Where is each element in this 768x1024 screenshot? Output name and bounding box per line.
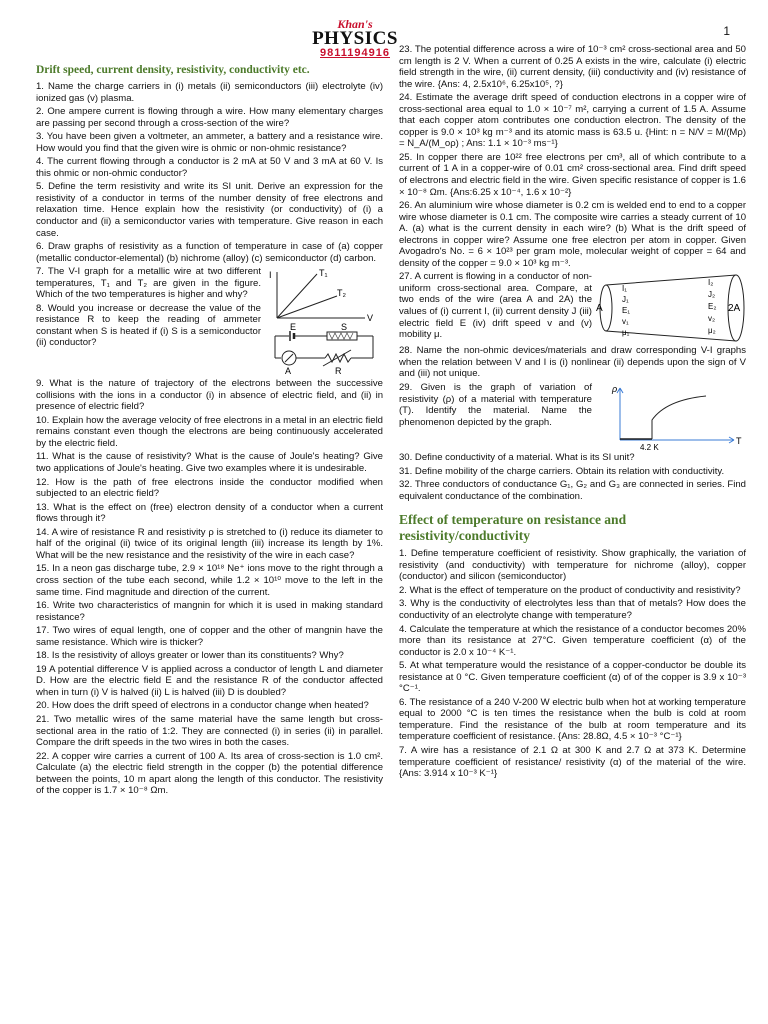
question-28: 28. Name the non-ohmic devices/materials and draw corresponding V-I graphs when the relation between V and I is (i) nonlinear (ii) depends upon the sign of V and (iii) not unique.	[399, 345, 746, 380]
question: 6. The resistance of a 240 V-200 W electric bulb when hot at working temperature equal to 2000 °C is ten times the resistance when the bulb is cold at room temperature. Find the resistance of the bulb at room temperature and its temperature coefficient of resistance. {Ans: 28.8Ω, 4.5 × 10⁻³ °C⁻¹}	[399, 696, 746, 743]
label-v2: v₂	[708, 314, 716, 324]
brand-header	[300, 18, 410, 59]
question: 15. In a neon gas discharge tube, 2.9 × 10¹⁸ Ne⁺ ions move to the right through a cross section of the tube each second, while 1.2 × 10¹⁰ move to the left in the same time. Find magnitude and direction of the current.	[36, 563, 383, 598]
resistivity-temperature-graph	[596, 382, 746, 452]
question: 11. What is the cause of resistivity? What is the cause of Joule's heating? Give two applications of Joule's heating. Give two examples where it is undesirable.	[36, 451, 383, 475]
battery-label: E	[290, 322, 297, 333]
label-mu2: μ₂	[708, 326, 716, 336]
question: 25. In copper there are 10²² free electrons per cm³, all of which contribute to a current of 1 A in a copper-wire of 0.01 cm² cross-sectional area. Find drift speed of electrons and electric field in the wire. Given specific resistance of copper is 1.6 × 10⁻⁸ Ωm. {Ans:6.25 x 10⁻⁴, 1.6 x 10⁻²}	[399, 151, 746, 198]
question: 32. Three conductors of conductance G₁, G₂ and G₃ are connected in series. Find equivalent conductance of the combination.	[399, 479, 746, 502]
q7-q8-block	[36, 266, 383, 378]
label-j1: J₁	[622, 295, 629, 305]
question: 24. Estimate the average drift speed of conduction electrons in a copper wire of cross-sectional area equal to 1.0 × 10⁻⁷ m², carrying a current of 1.5 A. Assume that each copper atom contributes one conduction electron. The density of the copper is 9.0 × 10³ kg m⁻³ and its atomic mass is 63.5 u. {Hint: n = N/V = M/(Mρ) = N_A/(M_oρ) ; Ans: 1.1 × 10⁻³ ms⁻¹}	[399, 92, 746, 150]
left-column	[36, 62, 383, 799]
right-column	[399, 44, 746, 782]
question: 10. Explain how the average velocity of free electrons in a metal in an electric field remains constant even though the electrons are being continuously accelerated by the electric field.	[36, 414, 383, 449]
question-8: 8. Would you increase or decrease the value of the resistance R to keep the reading of ammeter constant when S is heated if (i) S is a semiconductor (ii) conductor?	[36, 302, 261, 349]
question: 1. Define temperature coefficient of resistivity. Show graphically, the variation of resistivity (and conductivity) with temperature for nichrome (alloy), copper (conductor) and silicon (semiconductor)	[399, 548, 746, 583]
label-i1: I₁	[622, 284, 627, 294]
question: 5. Define the term resistivity and write its SI unit. Derive an expression for the resistivity of a conductor in terms of the number density of free electrons and relaxation time. Hence explain how the resistivity (or conductivity) of (i) a conductor and (ii) a semiconductor varies with temperature. Give reason in each case.	[36, 181, 383, 239]
question: 1. Name the charge carriers in (i) metals (ii) semiconductors (iii) electrolyte (iv) ionized gas (v) plasma.	[36, 81, 383, 104]
area-label-right: 2A	[728, 303, 741, 315]
question: 3. Why is the conductivity of electrolytes less than that of metals? How does the conductivity of an electrolyte change with temperature?	[399, 598, 746, 621]
section-title-drift: Drift speed, current density, resistivity, conductivity etc.	[36, 64, 310, 76]
question-7: 7. The V-I graph for a metallic wire at two different temperatures, T₁ and T₂ are given in the figure. Which of the two temperatures is higher and why?	[36, 266, 261, 301]
line-label-t2: T₂	[337, 288, 346, 299]
question: 5. At what temperature would the resistance of a copper-conductor be double its resistance at 0 °C. Given temperature coefficient (α) of of the copper is 3.9 x 10⁻³ °C⁻¹.	[399, 660, 746, 695]
label-v1: v₁	[622, 317, 629, 327]
circuit-diagram	[275, 322, 373, 376]
question: 17. Two wires of equal length, one of copper and the other of mangnin have the same resistance. Which wire is thicker?	[36, 625, 383, 648]
area-label-left: A	[596, 303, 603, 315]
question: 6. Draw graphs of resistivity as a function of temperature in case of (a) copper (metallic conductor-elemental) (b) nichrome (alloy) (c) semiconductor (d) carbon.	[36, 241, 383, 264]
rheostat-label: R	[335, 366, 342, 377]
q29-block	[399, 382, 746, 452]
question: 4. Calculate the temperature at which the resistance of a conductor becomes 20% more than its resistance at 27°C. Given temperature coefficient (α) of the conductor is 2.0 x 10⁻⁴ K⁻¹.	[399, 623, 746, 658]
question: 18. Is the resistivity of alloys greater or lower than its constituents? Why?	[36, 650, 344, 662]
q27-block	[399, 271, 746, 345]
question: 26. An aluminium wire whose diameter is 0.2 cm is welded end to end to a copper wire whose diameter is 0.1 cm. The composite wire carries a steady current of 10 A. (a) what is the current density in each wire? (b) What is the drift speed of electrons in copper wire? Assume one free electron per atom in copper. Given Avogadro's No. = 6 × 10²³ per gram mole, molecular weight of copper = 64 and density of the copper = 9.0 × 10³ kg m⁻³.	[399, 200, 746, 269]
question: 9. What is the nature of trajectory of the electrons between the successive collisions with the ions in a conductor (i) in absence of electric field, and (ii) in presence of electric field?	[36, 378, 383, 413]
question: 7. A wire has a resistance of 2.1 Ω at 300 K and 2.7 Ω at 373 K. Determine temperature coefficient of resistance/ resistivity (α) of the material of the wire. {Ans: 3.914 x 10⁻³ K⁻¹}	[399, 744, 746, 780]
brand-phone: 9811194916	[320, 47, 390, 59]
question: 23. The potential difference across a wire of 10⁻³ cm² cross-sectional area and 50 cm length is 2 V. When a current of 0.25 A exists in the wire, calculate (i) electric field strength in the wire, (ii) current density, (iii) conductivity and (iv) resistance of the wire. {Ans: 4, 2.5x10⁶, 6.25x10⁵, ?}	[399, 44, 746, 90]
brand-title: PHYSICS	[312, 28, 398, 49]
label-e2: E₂	[708, 302, 717, 312]
brand-top: Khan's	[337, 17, 373, 31]
question: 2. One ampere current is flowing through a wire. How many elementary charges are passing per second through a cross-section of the wire?	[36, 106, 383, 129]
question-29: 29. Given is the graph of variation of resistivity (ρ) of a material with temperature (T). Identify the material. Name the phenomenon depicted by the graph.	[399, 382, 592, 428]
label-j2: J₂	[708, 290, 716, 300]
axis-label-v: V	[367, 313, 374, 324]
vi-graph-and-circuit-figure	[265, 266, 383, 378]
question: 31. Define mobility of the charge carriers. Obtain its relation with conductivity.	[399, 465, 725, 477]
label-mu1: μ₁	[622, 328, 630, 338]
ammeter-label: A	[285, 366, 292, 377]
vi-graph	[269, 268, 373, 323]
question: 19 A potential difference V is applied across a conductor of length L and diameter D. How are the electric field E and the resistance R of the conductor affected when in turn (i) V is halved (ii) L is halved (iii) D is doubled?	[36, 663, 383, 698]
line-label-t1: T₁	[319, 268, 328, 279]
label-e1: E₁	[622, 306, 631, 316]
question: 2. What is the effect of temperature on the product of conductivity and resistivity?	[399, 584, 741, 596]
heated-element-label: S	[341, 322, 348, 333]
axis-label-rho: ρ	[612, 384, 618, 395]
question: 13. What is the effect on (free) electron density of a conductor when a current flows through it?	[36, 501, 383, 525]
question: 20. How does the drift speed of electrons in a conductor change when heated?	[36, 700, 369, 712]
page-number: 1	[723, 24, 730, 38]
axis-label-i: I	[269, 270, 272, 281]
question: 22. A copper wire carries a current of 100 A. Its area of cross-section is 1.0 cm². Calculate (a) the electric field strength in the copper (b) the potential difference between the points, 10 m apart along the length of this conductor. The resistivity of the copper is 1.7 × 10⁻⁸ Ωm.	[36, 750, 383, 797]
critical-temperature-label: 4.2 K	[640, 443, 659, 453]
section-title-temperature: Effect of temperature on resistance and resistivity/conductivity	[399, 512, 627, 544]
conductor-figure	[596, 271, 746, 345]
question: 30. Define conductivity of a material. What is its SI unit?	[399, 452, 635, 464]
label-i2: I₂	[708, 278, 714, 288]
question-27: 27. A current is flowing in a conductor of non-uniform cross-sectional area. Compare, at two ends of the wire (area A and 2A) the values of (i) current I, (ii) current density J (iii) electric field E (iv) drift speed v and (v) mobility μ.	[399, 271, 592, 341]
question: 4. The current flowing through a conductor is 2 mA at 50 V and 3 mA at 60 V. Is this ohmic or non-ohmic conductor?	[36, 156, 383, 179]
axis-label-t: T	[736, 436, 742, 447]
question: 16. Write two characteristics of mangnin for which it is used in making standard resistance?	[36, 600, 383, 623]
question: 12. How is the path of free electrons inside the conductor modified when subjected to an electric field?	[36, 476, 383, 500]
question: 3. You have been given a voltmeter, an ammeter, a battery and a resistance wire. How would you find that the given wire is ohmic or non-ohmic resistance?	[36, 131, 383, 154]
question: 21. Two metallic wires of the same material have the same length but cross-sectional area in the ratio of 1:2. They are connected (i) in series (ii) in parallel. Compare the drift speeds in the two wires in both the cases.	[36, 713, 383, 749]
question: 14. A wire of resistance R and resistivity ρ is stretched to (i) reduce its diameter to half of the original (ii) twice of its original length (iii) increase its length by 1%. What will be the new resistance and the resistivity of the wire in each case?	[36, 526, 383, 561]
